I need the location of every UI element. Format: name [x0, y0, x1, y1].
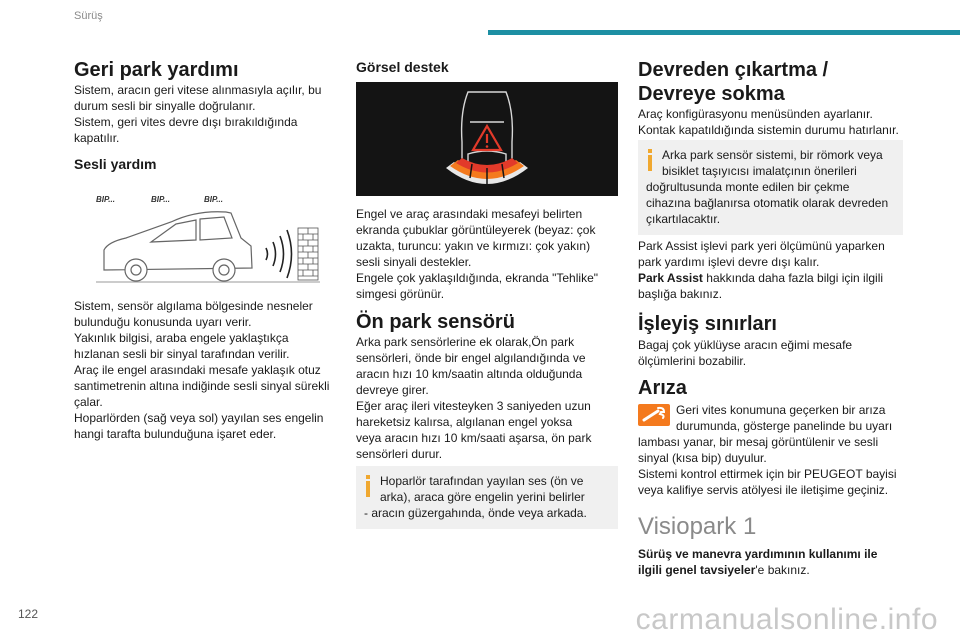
text-line: hangi tarafta bulunduğuna işaret eder. — [74, 427, 277, 441]
text-line: Hoparlörden (sağ veya sol) yayılan ses engelin — [74, 411, 324, 425]
info-icon — [644, 149, 656, 171]
text-line: başlığa bakınız. — [638, 287, 723, 301]
parking-display-image — [356, 82, 618, 196]
visiopark-body — [638, 546, 903, 578]
park-assist-body — [638, 238, 903, 302]
text-line: hareketsiz kalırsa, algılanan engel yoksa — [356, 415, 573, 429]
text-line: aracın hızı 10 km/saatin altında olduğunda — [356, 367, 583, 381]
text-line — [638, 562, 903, 578]
section-label: Sürüş — [74, 10, 103, 22]
general-advice-link-text: ilgili genel tavsiyeler — [638, 563, 756, 577]
text-line: sensörleri durur. — [356, 447, 443, 461]
bip-label-1: BIP... — [96, 195, 115, 204]
text-line: devreye girer. — [356, 383, 429, 397]
text-line: Sistem, aracın geri vitese alınmasıyla açılır, bu — [74, 83, 322, 97]
rear-park-title: Geri park yardımı — [74, 59, 239, 81]
text-line: bisiklet taşıyıcısı imalatçının önerileri — [662, 164, 857, 178]
danger-triangle-icon — [473, 126, 501, 150]
text-fragment: hakkında daha fazla bilgi için ilgili — [702, 271, 884, 285]
text-line: Engel ve araç arasındaki mesafeyi belirten — [356, 207, 583, 221]
fault-title: Arıza — [638, 377, 687, 399]
wrench-warning-icon — [638, 404, 670, 426]
text-line: durumunda, gösterge panelinde bu uyarı — [676, 419, 893, 433]
text-line: arka), araca göre engelin yerini belirler — [380, 490, 585, 504]
sound-assist-heading: Sesli yardım — [74, 156, 157, 172]
text-line: hızlanan sesli bir sinyal tarafından verilir. — [74, 347, 290, 361]
text-line: Sistemi kontrol ettirmek için bir PEUGEOT bayisi — [638, 467, 897, 481]
fault-section — [638, 402, 903, 498]
header-accent-bar — [488, 30, 960, 35]
rear-park-intro — [74, 82, 336, 146]
watermark: carmanualsonline.info — [635, 603, 938, 636]
text-line: veya kalifiye servis atölyesi ile iletişime geçiniz. — [638, 483, 889, 497]
limits-body — [638, 337, 903, 369]
text-line: Yakınlık bilgisi, araba engele yaklaştıkça — [74, 331, 289, 345]
text-line: Geri vites konumuna geçerken bir arıza — [676, 403, 886, 417]
proximity-bars-icon — [446, 158, 528, 184]
text-line: veya aracın hızı 10 km/saati aşarsa, ön park — [356, 431, 592, 445]
text-line: Araç konfigürasyonu menüsünden ayarlanır. — [638, 107, 873, 121]
text-line: Bagaj çok yüklüyse aracın eğimi mesafe — [638, 338, 853, 352]
text-line: sensörleri, önde bir engel algılandığında ve — [356, 351, 586, 365]
text-line: park yardımı işlevi devre dışı kalır. — [638, 255, 820, 269]
park-assist-link-text: Park Assist — [638, 271, 703, 285]
text-line: - aracın güzergahında, önde veya arkada. — [364, 506, 587, 520]
disable-title — [638, 58, 828, 106]
disable-body — [638, 106, 903, 138]
text-line: Arka park sensörlerine ek olarak,Ön park — [356, 335, 575, 349]
bip-label-3: BIP... — [204, 195, 223, 204]
info-box-towbar — [638, 140, 903, 235]
car-side-icon — [104, 212, 252, 281]
text-line: Arka park sensör sistemi, bir römork veya — [662, 148, 883, 162]
text-line: Hoparlör tarafından yayılan ses (ön ve — [380, 474, 584, 488]
brick-wall-icon — [298, 228, 318, 280]
text-line — [638, 546, 903, 562]
text-line: Kontak kapatıldığında sistemin durumu hatırlanır. — [638, 123, 899, 137]
text-line: bulunduğu konusunda uyarı verir. — [74, 315, 252, 329]
text-line: simgesi görünür. — [356, 287, 445, 301]
text-line: Sistem, sensör algılama bölgesinde nesneler — [74, 299, 313, 313]
title-line: Devreden çıkartma / — [638, 59, 829, 81]
text-line: sinyal (kısa bip) duyulur. — [638, 451, 767, 465]
car-sound-illustration — [96, 190, 326, 290]
info-icon — [362, 475, 374, 497]
visual-assist-body — [356, 206, 618, 302]
text-line: Engele çok yaklaşıldığında, ekranda "Tehlike" — [356, 271, 598, 285]
bip-label-2: BIP... — [151, 195, 170, 204]
text-line: doğrultusunda monte edilen bir çekme — [646, 180, 850, 194]
text-line: çalar. — [74, 395, 103, 409]
text-line: Park Assist işlevi park yeri ölçümünü yaparken — [638, 239, 885, 253]
text-line: sesli sinyali destekler. — [356, 255, 472, 269]
front-park-title: Ön park sensörü — [356, 311, 515, 333]
visiopark-title: Visiopark 1 — [638, 513, 757, 540]
text-line — [638, 270, 903, 286]
text-line: santimetrenin altına indiğinde sesli sinyal sürekli — [74, 379, 330, 393]
text-line: uzakta, turuncu: yakın ve kırmızı: çok yakın) — [356, 239, 591, 253]
text-line: Sistem, geri vites devre dışı bırakıldığında — [74, 115, 298, 129]
title-line: Devreye sokma — [638, 83, 785, 105]
text-line: çıkartılacaktır. — [646, 212, 721, 226]
text-line: ekranda çubuklar görüntüleyerek (beyaz: çok — [356, 223, 596, 237]
text-line: cihazına bağlanırsa otomatik olarak devreden — [646, 196, 889, 210]
visual-assist-heading: Görsel destek — [356, 59, 449, 75]
info-box-speaker — [356, 466, 618, 529]
page-number: 122 — [18, 607, 39, 621]
text-fragment: Sürüş ve manevra yardımının kullanımı ile — [638, 547, 878, 561]
text-line: ölçümlerini bozabilir. — [638, 354, 747, 368]
text-line: Eğer araç ileri vitesteyken 3 saniyeden uzun — [356, 399, 591, 413]
text-line: Araç ile engel arasındaki mesafe yaklaşık otuz — [74, 363, 321, 377]
limits-title: İşleyiş sınırları — [638, 313, 777, 335]
car-top-icon — [462, 92, 513, 166]
text-line: lambası yanar, bir mesaj görüntülenir ve sesli — [638, 435, 879, 449]
text-line: kapatılır. — [74, 131, 120, 145]
sound-assist-body — [74, 298, 336, 442]
front-park-body — [356, 334, 618, 462]
text-line: durum sesli bir sinyalle doğrulanır. — [74, 99, 256, 113]
sound-waves-icon — [266, 230, 292, 278]
text-fragment: 'e bakınız. — [755, 563, 810, 577]
